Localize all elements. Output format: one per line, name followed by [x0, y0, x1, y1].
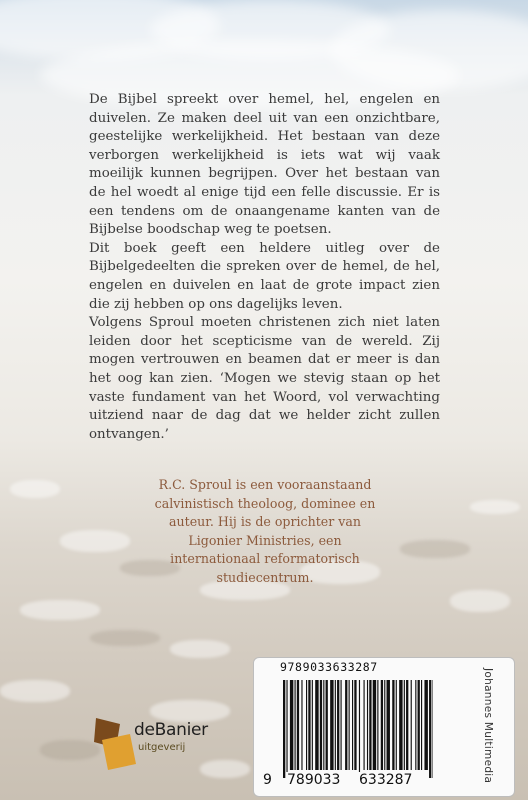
barcode-bar	[295, 680, 296, 770]
barcode-bar	[421, 680, 422, 770]
isbn-digit-group: 789033	[287, 772, 341, 788]
barcode-bar	[345, 680, 347, 770]
barcode-bar	[429, 680, 431, 778]
isbn-digit-group: 633287	[359, 772, 413, 788]
barcode-bar	[335, 680, 336, 770]
banner-flag-icon	[94, 714, 138, 772]
stone	[170, 640, 230, 658]
barcode-bar	[392, 680, 394, 770]
stone	[0, 680, 70, 702]
barcode-bar	[404, 680, 405, 770]
stone	[90, 630, 160, 646]
isbn-digit-group: 9	[263, 772, 272, 788]
isbn-digits	[262, 772, 437, 792]
barcode-bar	[381, 680, 383, 770]
stone	[470, 500, 520, 514]
barcode-bar	[411, 680, 412, 770]
barcode-bar	[364, 680, 365, 770]
stone	[20, 600, 100, 620]
barcode-bar	[387, 680, 390, 770]
barcode-bar	[369, 680, 371, 770]
barcode-bar	[384, 680, 385, 770]
barcode-bar	[354, 680, 356, 770]
barcode-bar	[330, 680, 333, 770]
barcode-bar	[418, 680, 420, 770]
barcode-bar	[312, 680, 313, 770]
barcode	[283, 680, 433, 778]
barcode-bar	[406, 680, 408, 770]
barcode-bar	[396, 680, 397, 770]
vendor-label: Johannes Multimedia	[482, 668, 494, 784]
barcode-bar	[320, 680, 322, 770]
barcode-bar	[308, 680, 310, 770]
blurb-paragraph: Dit boek geeft een heldere uitleg over de Bijbelgedeelten die spreken over de hemel, de hel, engelen en duivelen en laat de grote impact zien die zij hebben op ons dagelijks leven.	[89, 240, 440, 312]
barcode-bar	[286, 680, 287, 778]
barcode-bar	[415, 680, 416, 770]
barcode-bar	[290, 680, 293, 770]
blurb-paragraph: Volgens Sproul moeten christenen zich niet laten leiden door het scepticisme van de wereld. Zij mogen vertrouwen en beamen dat er meer is dan het oog kan zien. ‘Mogen we stevig staan op het vaste fundament van het Woord, vol verwachting uitziend naar de dag dat we helder zicht zullen ontvangen.’	[89, 315, 440, 442]
publisher-sub: uitgeverij	[138, 742, 186, 753]
barcode-bar	[315, 680, 318, 770]
barcode-bar	[326, 680, 328, 770]
barcode-bar	[323, 680, 324, 770]
publisher-logo	[94, 714, 234, 774]
publisher-name: deBanier	[134, 720, 208, 740]
barcode-bar	[341, 680, 342, 770]
barcode-bar	[337, 680, 339, 770]
barcode-bar	[352, 680, 353, 770]
barcode-bar	[373, 680, 376, 770]
barcode-bar	[283, 680, 285, 778]
barcode-bar	[399, 680, 402, 770]
stone	[10, 480, 60, 498]
stone	[40, 740, 100, 760]
barcode-bar	[349, 680, 350, 770]
author-bio: R.C. Sproul is een vooraanstaand calvinistisch theoloog, dominee en auteur. Hij is de oprichter van Ligonier Ministries, een internationaal reformatorisch studiecentrum.	[154, 477, 376, 585]
stone	[60, 530, 130, 552]
blurb-paragraph: De Bijbel spreekt over hemel, hel, engelen en duivelen. Ze maken deel uit van een onzichtbare, geestelijke werkelijkheid. Het bestaan van deze verborgen werkelijkheid is iets wat wij vaak moeilijk kunnen begrijpen. Over het bestaan van de hel woedt al enige tijd een felle discussie. Er is een tendens om de onaangename kanten van de Bijbelse boodschap weg te poetsen.	[89, 92, 440, 238]
isbn-number: 9789033633287	[280, 660, 378, 674]
barcode-bar	[301, 680, 302, 770]
barcode-sticker	[253, 657, 515, 797]
barcode-bar	[424, 680, 427, 770]
stone	[400, 540, 470, 558]
barcode-bar	[297, 680, 299, 770]
stone	[450, 590, 510, 612]
barcode-bar	[359, 680, 360, 778]
blurb-text	[89, 91, 440, 444]
barcode-bar	[306, 680, 307, 770]
barcode-bar	[367, 680, 368, 770]
barcode-bar	[377, 680, 378, 770]
barcode-bar	[433, 680, 434, 778]
